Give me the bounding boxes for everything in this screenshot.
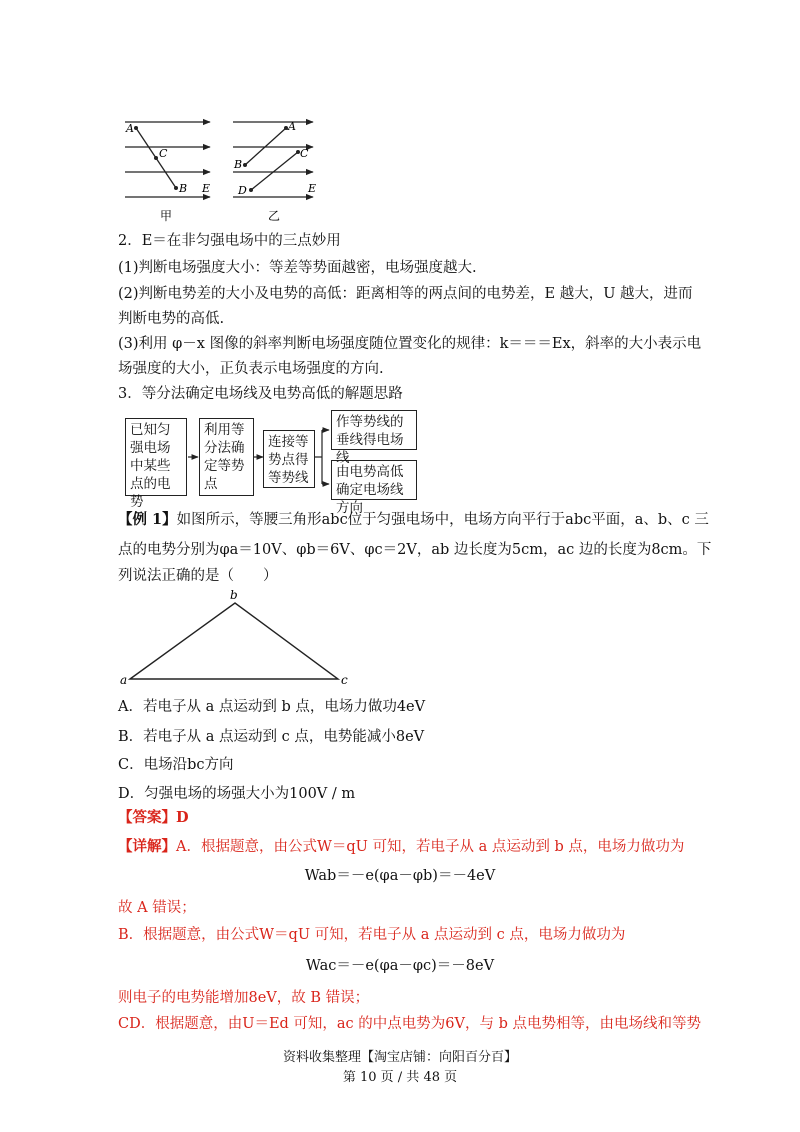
label-b-jia: B	[179, 182, 188, 195]
label-d-yi: D	[238, 184, 247, 197]
footer-page-number: 第 10 页 / 共 48 页	[342, 1070, 458, 1085]
example-tag: 【例 1】	[118, 511, 177, 528]
section2-item-3: (3)利用 φ－x 图像的斜率判断电场强度随位置变化的规律：k＝＝＝Ex，斜率的大小表示电	[118, 336, 702, 352]
flow-box-connect-points: 连接等势点得等势线	[263, 430, 315, 488]
flow-box-perpendicular: 作等势线的垂线得电场线	[331, 410, 417, 450]
triangle-label-c: c	[341, 673, 348, 687]
detail-tag: 【详解】	[118, 838, 176, 855]
field-diagrams	[118, 110, 328, 225]
flow-box-direction: 由电势高低确定电场线方向	[331, 460, 417, 500]
option-a: A．若电子从 a 点运动到 b 点，电场力做功4eV	[118, 699, 426, 715]
triangle-label-a: a	[120, 673, 128, 687]
section2-item-1: (1)判断电场强度大小：等差等势面越密，电场强度越大.	[118, 260, 477, 276]
label-a-yi: A	[288, 120, 296, 133]
flow-box-divide-equal: 利用等分法确定等势点	[199, 418, 254, 496]
label-b-yi: B	[234, 158, 243, 171]
option-b: B．若电子从 a 点运动到 c 点，电势能减小8eV	[118, 729, 425, 745]
conclusion-b: 则电子的电势能增加8eV，故 B 错误；	[118, 990, 370, 1006]
section2-heading: 2．E＝在非匀强电场中的三点妙用	[118, 233, 341, 249]
section3-heading: 3．等分法确定电场线及电势高低的解题思路	[118, 386, 403, 402]
example-line-1	[118, 510, 709, 530]
conclusion-a: 故 A 错误；	[118, 900, 196, 916]
caption-yi: 乙	[268, 209, 281, 223]
footer-source: 资料收集整理【淘宝店铺：向阳百分百】	[282, 1050, 517, 1065]
caption-jia: 甲	[160, 209, 173, 223]
formula-wab: Wab＝－e(φa－φb)＝－4eV	[304, 868, 496, 884]
detail-a-line	[118, 837, 684, 857]
detail-a-text: A．根据题意，由公式W＝qU 可知，若电子从 a 点运动到 b 点，电场力做功为	[176, 839, 685, 855]
triangle-figure	[118, 588, 358, 688]
triangle-label-b: b	[230, 588, 238, 602]
label-e-jia: E	[202, 182, 211, 195]
section2-item-2-cont: 判断电势的高低.	[118, 311, 225, 327]
diagram-jia	[125, 122, 210, 197]
section2-item-3-cont: 场强度的大小，正负表示电场强度的方向.	[118, 361, 384, 377]
label-c-jia: C	[159, 147, 168, 160]
detail-b: B．根据题意，由公式W＝qU 可知，若电子从 a 点运动到 c 点，电场力做功为	[118, 927, 626, 943]
answer-label: 【答案】D	[118, 809, 189, 826]
flow-box-known-potentials: 已知匀强电场中某些点的电势	[125, 418, 187, 496]
label-c-yi: C	[300, 147, 309, 160]
example-line-3: 列说法正确的是（ ）	[118, 568, 278, 584]
option-c: C．电场沿bc方向	[118, 757, 234, 773]
section2-item-2: (2)判断电势差的大小及电势的高低：距离相等的两点间的电势差，E 越大，U 越大，进而	[118, 286, 693, 302]
detail-cd: CD．根据题意，由U＝Ed 可知，ac 的中点电势为6V，与 b 点电势相等，由电场线和等势	[118, 1016, 701, 1032]
example-text-1: 如图所示，等腰三角形abc位于匀强电场中，电场方向平行于abc平面，a、b、c 三	[176, 512, 709, 528]
formula-wac: Wac＝－e(φa－φc)＝－8eV	[305, 958, 495, 974]
label-e-yi: E	[308, 182, 317, 195]
example-line-2: 点的电势分别为φa＝10V、φb＝6V、φc＝2V，ab 边长度为5cm，ac 边的长度为8cm。下	[118, 542, 712, 558]
option-d: D．匀强电场的场强大小为100V / m	[118, 786, 356, 802]
label-a-jia: A	[126, 122, 134, 135]
